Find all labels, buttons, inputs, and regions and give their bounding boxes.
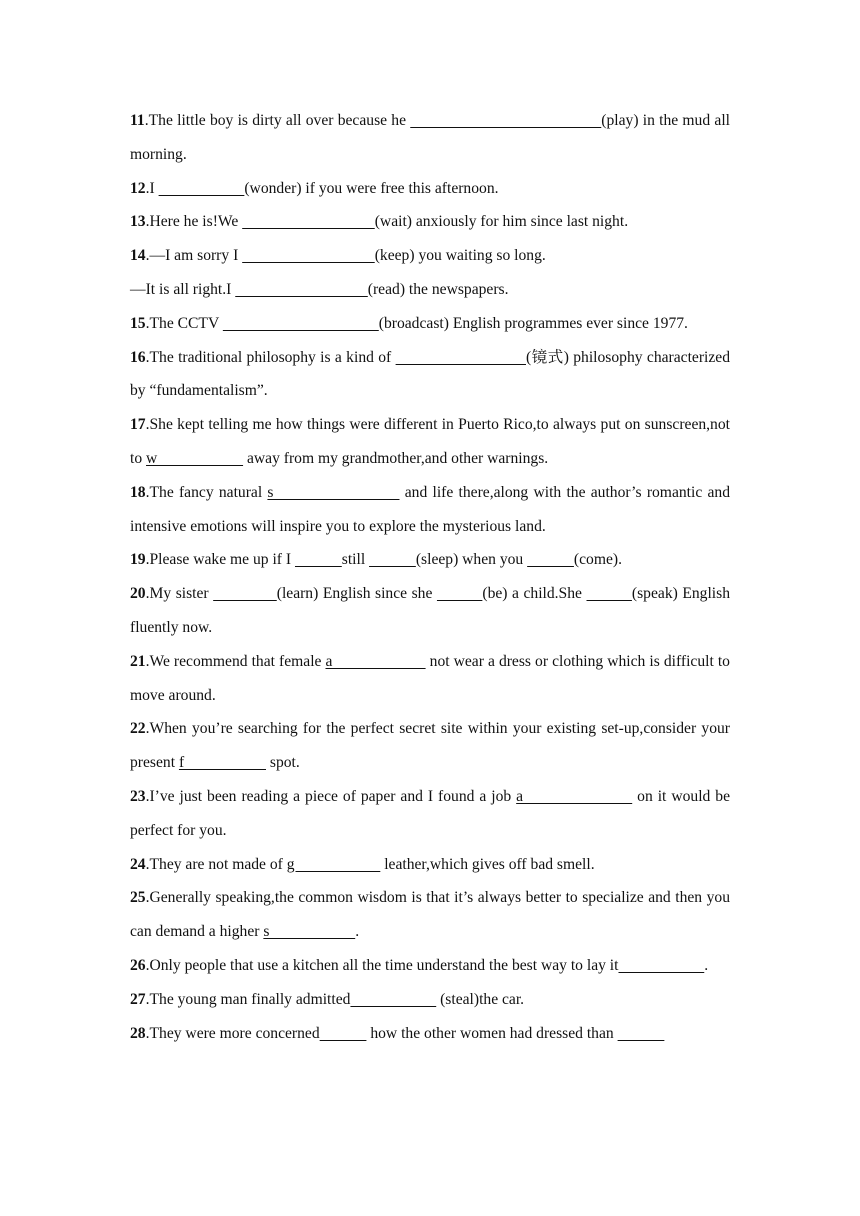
question-24	[130, 848, 730, 882]
question-text: away from my grandmother,and other warnings.	[243, 449, 549, 467]
question-text: .I’ve just been reading a piece of paper and I found a job	[145, 787, 517, 805]
question-27	[130, 983, 730, 1017]
answer-blank[interactable]	[437, 585, 482, 602]
question-text: still	[341, 551, 370, 569]
question-text: .The traditional philosophy is a kind of	[145, 348, 396, 366]
answer-blank[interactable]: w	[146, 449, 244, 467]
answer-blank[interactable]	[527, 551, 574, 568]
question-text: .They are not made of	[145, 855, 287, 873]
question-number: 15	[130, 314, 146, 332]
answer-blank[interactable]	[235, 281, 368, 298]
question-25	[130, 881, 730, 949]
question-number: 28	[130, 1024, 146, 1042]
answer-blank[interactable]	[618, 1025, 665, 1042]
question-text: .Here he is!We	[145, 213, 243, 231]
answer-blank[interactable]	[242, 213, 375, 230]
answer-blank[interactable]	[350, 991, 436, 1008]
question-text: (keep) you waiting so long.	[374, 247, 546, 265]
question-text: on it would be perfect for you.	[130, 787, 731, 839]
question-text: (broadcast) English programmes ever since 1977.	[378, 314, 688, 332]
question-number: 16	[130, 348, 146, 366]
answer-blank[interactable]: f	[178, 754, 266, 772]
question-number: 22	[130, 720, 146, 738]
question-11	[130, 104, 730, 172]
question-text: and life there,along with the author’s romantic and intensive emotions will inspire you to explore the mysterious land.	[130, 483, 731, 535]
question-23	[130, 780, 730, 848]
question-text: (be) a child.She	[482, 585, 587, 603]
question-22	[130, 712, 730, 780]
question-19	[130, 543, 730, 577]
answer-blank[interactable]	[159, 180, 245, 197]
answer-blank[interactable]: a	[516, 787, 633, 805]
question-text: .My sister	[145, 585, 214, 603]
question-text: (speak) English fluently now.	[130, 585, 731, 636]
question-14	[130, 239, 730, 273]
question-text: .	[355, 923, 360, 941]
question-text: (steal)the car.	[436, 990, 525, 1008]
question-text: (read) the newspapers.	[367, 280, 509, 298]
question-text: (sleep) when you	[415, 551, 528, 569]
question-number: 25	[130, 889, 146, 907]
question-text: (镜式) philosophy characterized by “fundamentalism”.	[130, 348, 730, 400]
question-text: spot.	[266, 754, 300, 772]
question-number: 18	[130, 483, 146, 501]
question-number: 12	[130, 179, 146, 197]
answer-blank[interactable]	[618, 957, 704, 974]
question-text: leather,which gives off bad smell.	[380, 855, 595, 873]
answer-blank[interactable]: g	[286, 855, 381, 873]
question-15	[130, 307, 730, 341]
question-16	[130, 341, 730, 409]
question-number: 13	[130, 213, 146, 231]
question-text: (wonder) if you were free this afternoon.	[244, 179, 499, 197]
question-text: .The CCTV	[145, 314, 223, 332]
question-number: 27	[130, 990, 146, 1008]
question-text: .We recommend that female	[145, 652, 326, 670]
answer-blank[interactable]	[369, 551, 416, 568]
question-14-reply	[130, 273, 730, 307]
question-text: not wear a dress or clothing which is difficult to move around.	[130, 652, 730, 704]
question-text: .I	[145, 179, 159, 197]
question-list	[130, 104, 730, 1050]
question-text: (come).	[573, 551, 622, 569]
question-text: .Only people that use a kitchen all the time understand the best way to lay it	[145, 956, 619, 974]
question-number: 20	[130, 585, 146, 603]
question-text: .—I am sorry I	[145, 247, 243, 265]
question-20	[130, 577, 730, 645]
question-text: .The little boy is dirty all over because he	[144, 112, 411, 129]
question-number: 14	[130, 247, 146, 265]
answer-blank[interactable]: s	[263, 923, 356, 941]
question-text: .When you’re searching for the perfect secret site within your existing set-up,consider your present	[130, 720, 730, 772]
question-text: .Please wake me up if I	[145, 551, 295, 569]
question-text: .Generally speaking,the common wisdom is that it’s always better to specialize and then you can demand a higher	[130, 889, 730, 941]
answer-blank[interactable]	[396, 349, 526, 366]
question-text: .She kept telling me how things were different in Puerto Rico,to always put on sunscreen,not to	[130, 416, 730, 467]
question-text: (learn) English since she	[276, 585, 437, 603]
answer-blank[interactable]	[295, 551, 342, 568]
question-18	[130, 476, 730, 544]
question-17	[130, 408, 730, 476]
question-21	[130, 645, 730, 713]
question-text: .The young man finally admitted	[145, 990, 351, 1008]
question-text: how the other women had dressed than	[366, 1024, 618, 1042]
question-text: .	[704, 956, 709, 974]
question-number: 17	[130, 416, 146, 434]
question-number: 23	[130, 787, 146, 805]
question-number: 11	[130, 112, 145, 129]
answer-blank[interactable]: s	[267, 483, 400, 501]
answer-blank[interactable]	[587, 585, 632, 602]
question-text: (wait) anxiously for him since last night.	[374, 213, 629, 231]
question-text: .They were more concerned	[145, 1024, 320, 1042]
question-text: —It is all right.I	[130, 280, 236, 298]
question-28	[130, 1017, 730, 1051]
question-13	[130, 205, 730, 239]
answer-blank[interactable]: a	[325, 652, 426, 670]
answer-blank[interactable]	[213, 585, 277, 602]
answer-blank[interactable]	[410, 112, 601, 129]
question-text: (play) in the mud all morning.	[130, 112, 730, 163]
answer-blank[interactable]	[320, 1025, 367, 1042]
question-number: 21	[130, 652, 146, 670]
answer-blank[interactable]	[242, 247, 375, 264]
question-number: 19	[130, 551, 146, 569]
question-text: .The fancy natural	[145, 483, 268, 501]
question-12	[130, 172, 730, 206]
question-26	[130, 949, 730, 983]
question-number: 26	[130, 956, 146, 974]
question-number: 24	[130, 855, 146, 873]
answer-blank[interactable]	[223, 315, 379, 332]
